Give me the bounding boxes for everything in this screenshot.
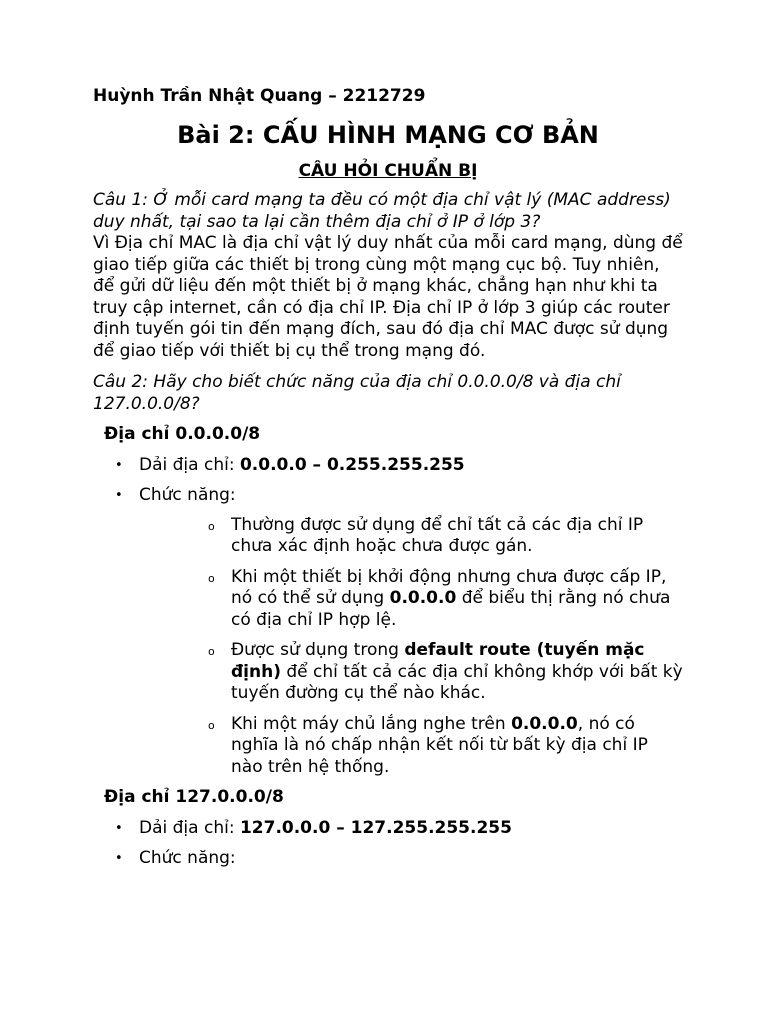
function-item-text: Thường được sử dụng để chỉ tất cả các địa chỉ IP chưa xác định hoặc chưa được gán.	[231, 514, 644, 556]
function-item-text: để chỉ tất cả các địa chỉ không khớp với bất kỳ tuyến đường cụ thể nào khác.	[231, 661, 683, 703]
question-2: Câu 2: Hãy cho biết chức năng của địa chỉ 0.0.0.0/8 và địa chỉ 127.0.0.0/8?	[93, 372, 621, 414]
list-127	[93, 818, 683, 870]
sublist-item	[139, 567, 683, 632]
list-item-function	[93, 485, 683, 778]
function-item-bold: 0.0.0.0	[389, 588, 457, 608]
bullet-icon: •	[115, 820, 123, 836]
section-heading-127: Địa chỉ 127.0.0.0/8	[104, 787, 284, 807]
sublist-item	[139, 640, 683, 705]
range-label: Dải địa chỉ:	[139, 817, 240, 838]
range-value: 0.0.0.0 – 0.255.255.255	[239, 454, 465, 475]
answer-1: Vì Địa chỉ MAC là địa chỉ vật lý duy nhất của mỗi card mạng, dùng để giao tiếp giữa các thiết bị trong cùng một mạng cục bộ. Tuy nhiên, để gửi dữ liệu đến một thiết bị ở mạng khác, chẳng hạn như khi ta truy cập internet, cần có địa chỉ IP. Địa chỉ IP ở lớp 3 giúp các router định tuyến gói tin đến mạng đích, sau đó địa chỉ MAC được sử dụng để giao tiếp với thiết bị cụ thể trong mạng đó.	[93, 233, 683, 361]
bullet-icon: •	[115, 851, 123, 866]
circle-bullet-icon: o	[208, 718, 215, 732]
section-heading-0000: Địa chỉ 0.0.0.0/8	[104, 424, 261, 444]
function-item-text: Khi một thiết bị khởi động nhưng chưa được cấp IP, nó có thể sử dụng	[231, 566, 667, 608]
sublist-functions	[139, 515, 683, 779]
function-item-text: , nó có nghĩa là nó chấp nhận kết nối từ bất kỳ địa chỉ IP nào trên hệ thống.	[231, 713, 648, 777]
bullet-icon: •	[115, 488, 123, 503]
function-item-text: Được sử dụng trong	[231, 640, 405, 660]
sublist-item	[139, 714, 683, 779]
function-item-bold: default route (tuyến mặc định)	[231, 640, 645, 682]
question-1: Câu 1: Ở mỗi card mạng ta đều có một địa chỉ vật lý (MAC address) duy nhất, tại sao ta lại cần thêm địa chỉ ở IP ở lớp 3?	[93, 190, 671, 232]
function-label: Chức năng:	[139, 848, 236, 868]
range-label: Dải địa chỉ:	[139, 454, 240, 475]
function-item-text: Khi một máy chủ lắng nghe trên	[231, 713, 512, 734]
bullet-icon: •	[115, 457, 123, 473]
range-value: 127.0.0.0 – 127.255.255.255	[239, 817, 512, 838]
circle-bullet-icon: o	[208, 571, 215, 585]
list-item-function	[93, 848, 683, 870]
section-subtitle: CÂU HỎI CHUẨN BỊ	[298, 160, 478, 181]
author-line: Huỳnh Trần Nhật Quang – 2212729	[93, 86, 426, 106]
list-item-range	[93, 455, 683, 477]
list-0000	[93, 455, 683, 779]
sublist-item	[139, 515, 683, 558]
function-label: Chức năng:	[139, 485, 236, 505]
function-item-text: để biểu thị rằng nó chưa có địa chỉ IP hợp lệ.	[231, 588, 671, 630]
circle-bullet-icon: o	[208, 519, 215, 533]
function-item-bold: 0.0.0.0	[511, 713, 578, 734]
page-title: Bài 2: CẤU HÌNH MẠNG CƠ BẢN	[177, 120, 599, 149]
document-page	[93, 86, 683, 870]
list-item-range	[93, 818, 683, 840]
circle-bullet-icon: o	[208, 645, 215, 658]
